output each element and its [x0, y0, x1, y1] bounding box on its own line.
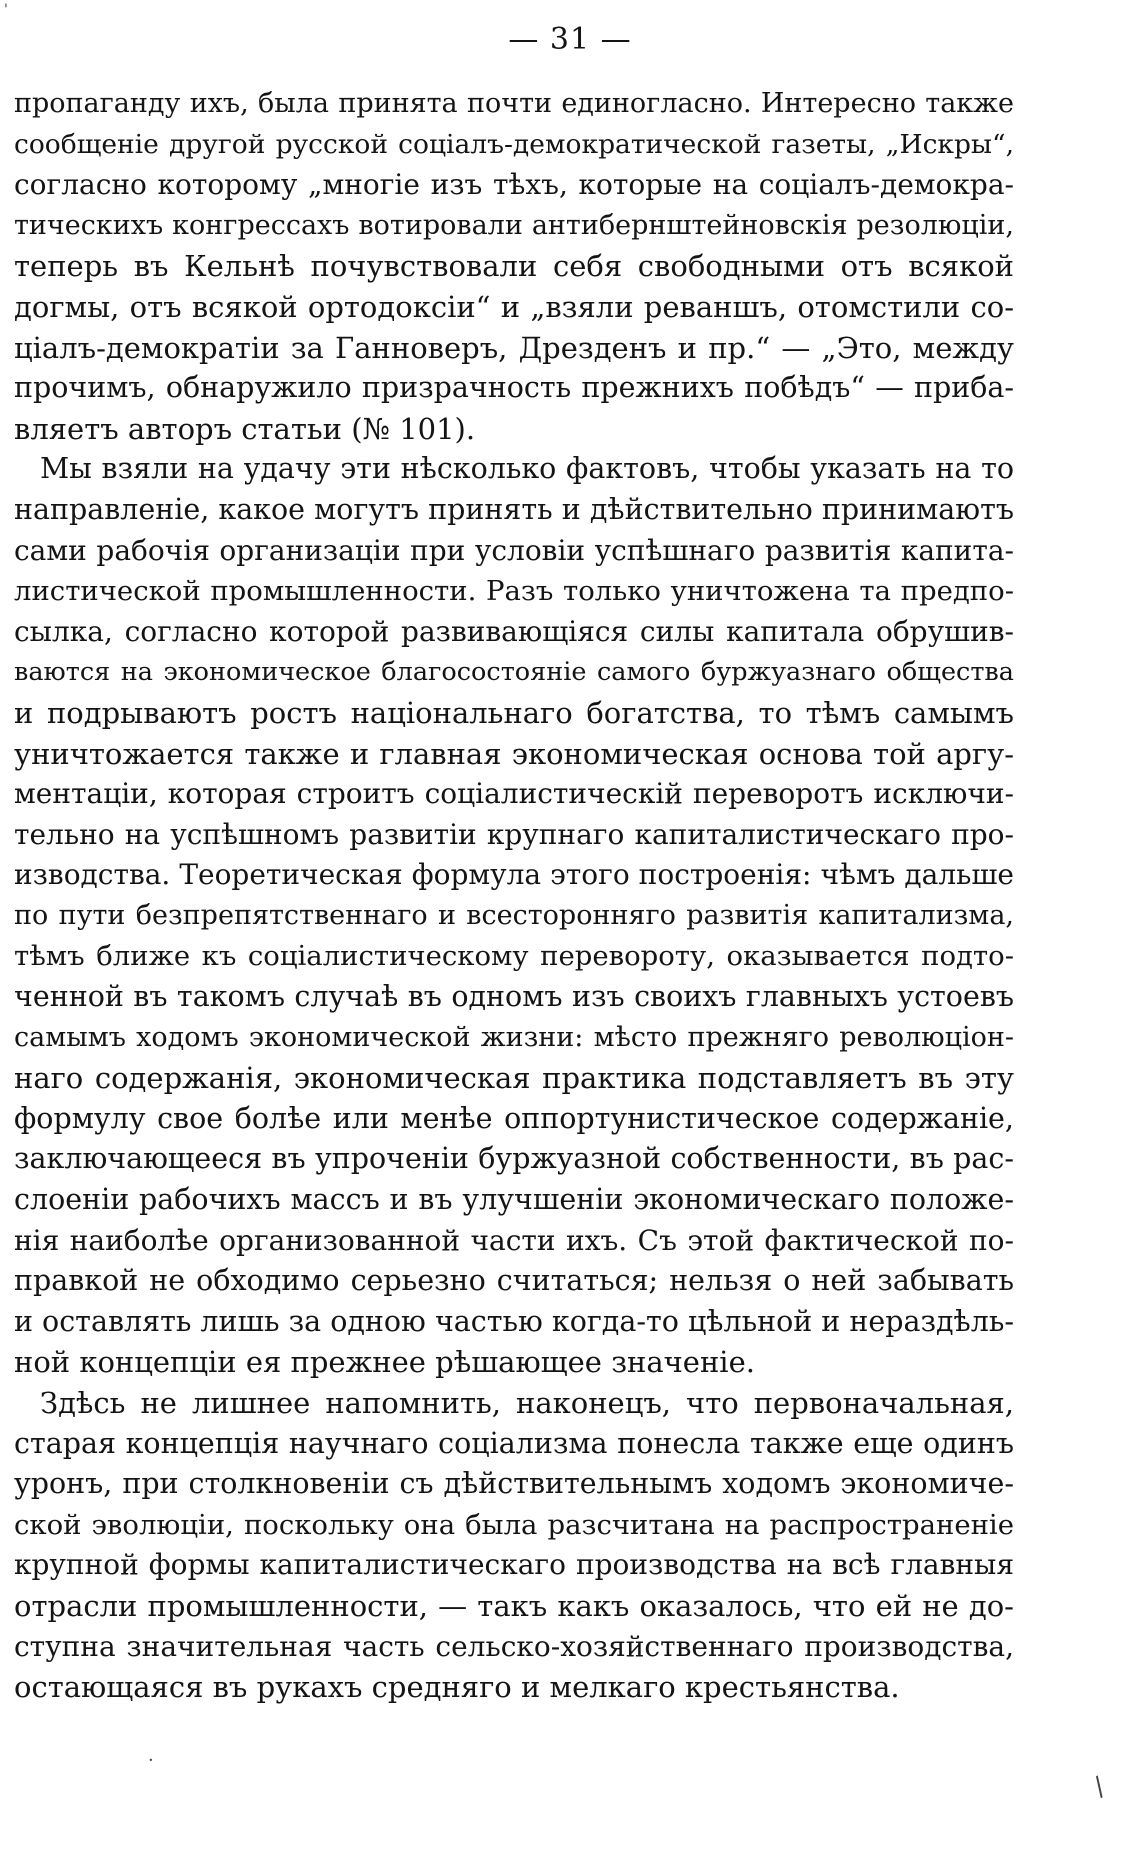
text-line: теперь въ Кельнѣ почувствовали себя свободными отъ всякой — [14, 249, 1014, 284]
text-line: ной концепціи ея прежнее рѣшающее значеніе. — [14, 1345, 755, 1380]
text-line: формулу свое болѣе или менѣе оппортунистическое содержаніе, — [14, 1101, 1014, 1135]
text-line: уронъ, при столкновеніи съ дѣйствительнымъ ходомъ экономиче- — [14, 1467, 1014, 1501]
text-line: ступна значительная часть сельско-хозяйственнаго производства, — [14, 1629, 1014, 1663]
text-line: сами рабочія организаціи при условіи успѣшнаго развитія капита- — [14, 533, 1014, 567]
text-line: тельно на успѣшномъ развитіи крупнаго капиталистическаго про- — [14, 817, 1014, 851]
text-line: тическихъ конгрессахъ вотировали антибернштейновскія резолюціи, — [14, 209, 1014, 241]
text-line: самымъ ходомъ экономической жизни: мѣсто прежняго революціон- — [14, 1021, 1014, 1053]
text-line: крупной формы капиталистическаго производства на всѣ главныя — [14, 1548, 1014, 1582]
text-line: Здѣсь не лишнее напомнить, наконецъ, что первоначальная, — [40, 1386, 1014, 1420]
body-text — [14, 84, 1014, 1708]
text-line: правкой не обходимо серьезно считаться; нельзя о ней забывать — [14, 1264, 1014, 1298]
text-line: согласно которому „многіе изъ тѣхъ, которые на соціалъ-демокра- — [14, 168, 1014, 202]
text-line: ченной въ такомъ случаѣ въ одномъ изъ своихъ главныхъ устоевъ — [14, 980, 1014, 1014]
text-line: догмы, отъ всякой ортодоксіи“ и „взяли реваншъ, отомстили со- — [14, 289, 1014, 324]
text-line: ской эволюціи, поскольку она была разсчитана на распространеніе — [14, 1508, 1014, 1541]
text-line: и подрываютъ ростъ національнаго богатства, то тѣмъ самымъ — [14, 695, 1014, 730]
text-line: вляетъ авторъ статьи (№ 101). — [14, 411, 476, 446]
margin-speck: ' — [4, 2, 8, 18]
text-line: сообщеніе другой русской соціалъ-демократической газеты, „Искры“, — [14, 128, 1014, 160]
text-line: пропаганду ихъ, была принята почти единогласно. Интересно также — [14, 88, 1014, 119]
text-line: ментаціи, которая строитъ соціалистическій переворотъ исключи- — [14, 777, 1014, 811]
text-line: сылка, согласно которой развивающіяся силы капитала обрушив- — [14, 614, 1014, 648]
text-line: уничтожается также и главная экономическая основа той аргу- — [14, 736, 1014, 771]
text-line: изводства. Теоретическая формула этого построенія: чѣмъ дальше — [14, 858, 1014, 892]
text-line: направленіе, какое могутъ принять и дѣйствительно принимаютъ — [14, 492, 1014, 526]
text-line: заключающееся въ упроченіи буржуазной собственности, въ рас- — [14, 1142, 1014, 1176]
margin-speck: · — [148, 1750, 154, 1771]
text-line: наго содержанія, экономическая практика подставляетъ въ эту — [14, 1061, 1014, 1096]
text-line: нія наиболѣе организованной части ихъ. Съ этой фактической по- — [14, 1223, 1014, 1257]
page-number-header: — 31 — — [508, 22, 632, 57]
text-line: и оставлять лишь за одною частью когда-то цѣльной и нераздѣль- — [14, 1304, 1014, 1338]
margin-speck: / — [1088, 1771, 1111, 1803]
paragraph-2 — [14, 449, 1014, 1383]
text-line: Мы взяли на удачу эти нѣсколько фактовъ, чтобы указать на то — [40, 452, 1014, 486]
text-line: отрасли промышленности, — такъ какъ оказалось, что ей не до- — [14, 1588, 1014, 1623]
text-line: старая концепція научнаго соціализма понесла также еще одинъ — [14, 1426, 1014, 1460]
text-line: остающаяся въ рукахъ средняго и мелкаго крестьянства. — [14, 1670, 900, 1705]
paragraph-1 — [14, 84, 1014, 449]
paragraph-3 — [14, 1383, 1014, 1708]
text-line: по пути безпрепятственнаго и всесторонняго развитія капитализма, — [14, 899, 1014, 931]
text-line: прочимъ, обнаружило призрачность прежнихъ побѣдъ“ — приба- — [14, 371, 1014, 405]
text-line: тѣмъ ближе къ соціалистическому перевороту, оказывается подто- — [14, 940, 1014, 973]
text-line: ваются на экономическое благосостояніе самого буржуазнаго общества — [14, 657, 1014, 688]
text-line: ціалъ-демократіи за Ганноверъ, Дрезденъ и пр.“ — „Это, между — [14, 330, 1014, 365]
text-line: листической промышленности. Разъ только уничтожена та предпо- — [14, 575, 1014, 608]
text-line: слоеніи рабочихъ массъ и въ улучшеніи экономическаго положе- — [14, 1183, 1014, 1217]
